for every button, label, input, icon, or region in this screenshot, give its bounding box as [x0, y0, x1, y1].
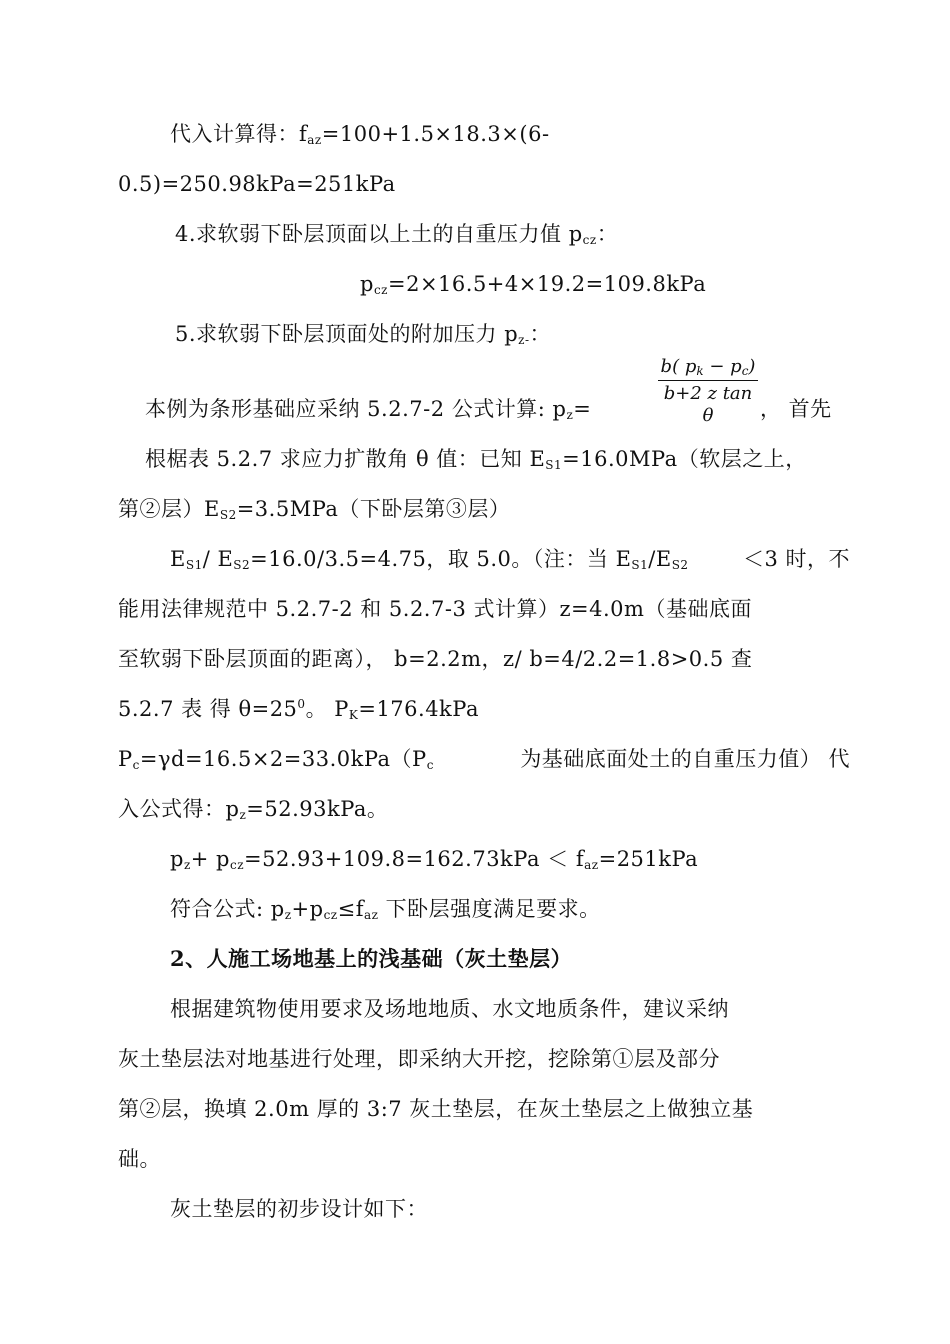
- line-9: $E_{S1}/$ $E_{S2}=16.0/3.5=4.75$，取 5.0。（注：当 $E_{S1}/E_{S2}$ ＜3 时，不: [170, 547, 850, 572]
- paragraph-line-5: 灰土垫层的初步设计如下：: [170, 1197, 428, 1221]
- paragraph-line-4: 础。: [118, 1147, 161, 1171]
- line-1: 代入计算得：$f_{az}=100+1.5\times 18.3\times(6-$: [170, 122, 550, 147]
- line-7: 根椐表 5.2.7 求应力扩散角 θ 值：已知 $E_{S1}=16.0MPa$（软层之上，: [145, 447, 807, 472]
- line-15: $p_z+ p_{cz}=52.93+109.8=162.73kPa < f_{az}=251kPa$: [170, 847, 699, 872]
- line-13: $P_c=\gamma d=16.5\times 2=33.0kPa(P_c$ 为基础底面处土的自重压力值） 代: [118, 747, 850, 772]
- pressure-formula: [658, 356, 758, 427]
- section-heading: 2、人施工场地基上的浅基础（灰土垫层）: [170, 946, 573, 971]
- line-8: 第②层）$E_{S2}=3.5MPa$（下卧层第③层）: [118, 497, 511, 522]
- line-11: 至软弱下卧层顶面的距离）， b=2.2m，z/ b=4/2.2=1.8>0.5 查: [118, 647, 753, 671]
- line-10: 能用法律规范中 5.2.7-2 和 5.2.7-3 式计算）z=4.0m（基础底面: [118, 597, 752, 621]
- line-5: 5.求软弱下卧层顶面处的附加压力 $p_{z-}$：: [175, 322, 552, 347]
- line-12: 5.2.7 表 得 $\theta=25^0$。 $P_K=176.4kPa$: [118, 697, 479, 722]
- formula-denominator: b+2 z tan θ: [663, 383, 753, 426]
- paragraph-line-3: 第②层，换填 2.0m 厚的 3:7 灰土垫层，在灰土垫层之上做独立基: [118, 1097, 754, 1121]
- line-4: $p_{cz}=2\times 16.5+4\times 19.2=109.8kPa$: [360, 272, 707, 297]
- paragraph-line-1: 根据建筑物使用要求及场地地质、水文地质条件，建议采纳: [170, 997, 729, 1021]
- line-6: 本例为条形基础应采纳 5.2.7-2 公式计算: $p_z=$: [145, 397, 592, 422]
- line-14: 入公式得：$p_z=52.93kPa$。: [118, 797, 389, 822]
- line-6-tail: ， 首先: [760, 397, 832, 421]
- line-2: 0.5)=250.98kPa=251kPa: [118, 172, 396, 196]
- line-16: 符合公式: $p_z+p_{cz}\le f_{az}$ 下卧层强度满足要求。: [170, 897, 601, 922]
- line-3: 4.求软弱下卧层顶面以上土的自重压力值 $p_{cz}$：: [175, 222, 619, 247]
- formula-numerator: b( $p_k - p_c$): [658, 356, 758, 381]
- paragraph-line-2: 灰土垫层法对地基进行处理，即采纳大开挖，挖除第①层及部分: [118, 1047, 720, 1071]
